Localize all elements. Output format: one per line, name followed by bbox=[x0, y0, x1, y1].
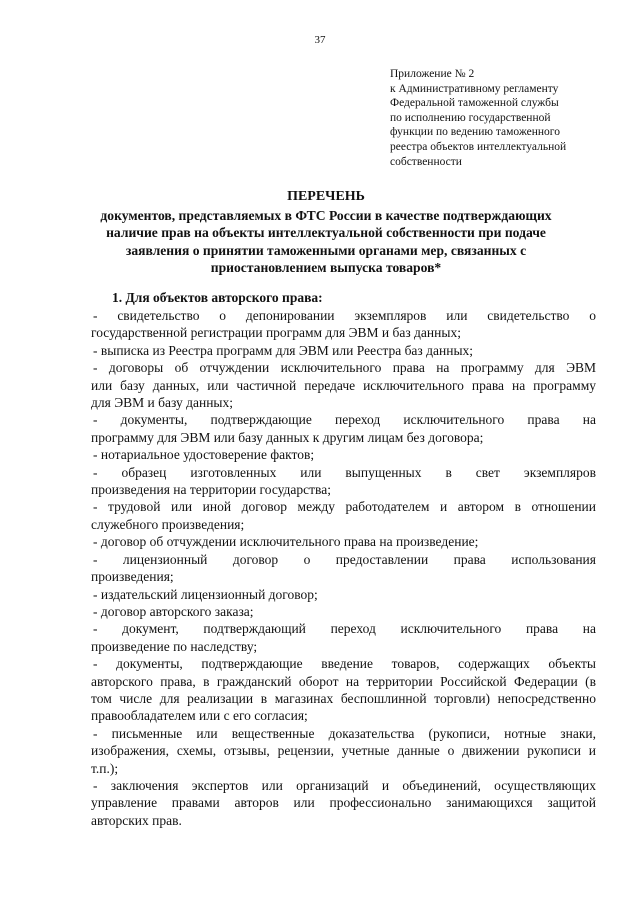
list-item-first-line: - договор авторского заказа; bbox=[93, 603, 254, 619]
appendix-line: функции по ведению таможенного bbox=[390, 126, 560, 139]
list-item bbox=[91, 777, 596, 829]
appendix-line: Федеральной таможенной службы bbox=[390, 97, 559, 110]
list-item-continuation-line: программу для ЭВМ или базу данных к другим лицам без договора; bbox=[91, 429, 484, 445]
list-item bbox=[91, 725, 596, 777]
document-title: ПЕРЕЧЕНЬ bbox=[287, 189, 365, 204]
list-item-first-line: - документ, подтверждающий переход исключительного права на bbox=[93, 621, 596, 637]
list-item-continuation-line: изображения, схемы, отзывы, рецензии, учетные данные о движении рукописи и bbox=[91, 743, 596, 759]
list-item-first-line: - трудовой или иной договор между работодателем и автором в отношении bbox=[93, 499, 596, 515]
appendix-line: Приложение № 2 bbox=[390, 68, 475, 80]
document-heading bbox=[70, 188, 582, 277]
list-item-first-line: - выписка из Реестра программ для ЭВМ или Реестра баз данных; bbox=[93, 342, 474, 358]
list-item bbox=[91, 446, 596, 463]
appendix-line: реестра объектов интеллектуальной bbox=[390, 140, 567, 153]
list-item bbox=[91, 533, 596, 550]
section-title: 1. Для объектов авторского права: bbox=[112, 290, 323, 305]
appendix-line: собственности bbox=[390, 155, 462, 168]
list-item bbox=[91, 411, 596, 446]
appendix-line: по исполнению государственной bbox=[390, 111, 551, 124]
list-item-first-line: - издательский лицензионный договор; bbox=[93, 586, 318, 602]
list-item bbox=[91, 342, 596, 359]
list-item bbox=[91, 464, 596, 499]
list-item bbox=[91, 620, 596, 655]
document-list bbox=[91, 307, 596, 829]
list-item bbox=[91, 603, 596, 620]
list-item-continuation-line: т.п.); bbox=[91, 760, 119, 776]
list-item-continuation-line: государственной регистрации программ для ЭВМ и баз данных; bbox=[91, 325, 461, 341]
list-item-first-line: - образец изготовленных или выпущенных в свет экземпляров bbox=[93, 464, 596, 480]
list-item-first-line: - письменные или вещественные доказательства (рукописи, нотные знаки, bbox=[93, 725, 596, 741]
list-item-continuation-line: произведения на территории государства; bbox=[91, 482, 331, 498]
list-item-first-line: - свидетельство о депонировании экземпляров или свидетельство о bbox=[93, 308, 596, 323]
list-item-continuation-line: для ЭВМ и базу данных; bbox=[91, 395, 234, 411]
list-item-continuation-line: или базу данных, или частичной передаче исключительного права на программу bbox=[91, 377, 596, 393]
list-item-continuation-line: управление правами авторов или профессионально занимающихся защитой bbox=[91, 795, 596, 811]
list-item-first-line: - заключения экспертов или организаций и объединений, осуществляющих bbox=[93, 777, 596, 793]
heading-line: заявления о принятии таможенными органами мер, связанных с bbox=[125, 242, 527, 258]
list-item-continuation-line: произведения; bbox=[91, 569, 174, 585]
list-item bbox=[91, 498, 596, 533]
appendix-reference bbox=[390, 67, 625, 169]
list-item-continuation-line: служебного произведения; bbox=[91, 516, 245, 532]
list-item-first-line: - документы, подтверждающие переход исключительного права на bbox=[93, 412, 596, 428]
list-item-first-line: - договор об отчуждении исключительного права на произведение; bbox=[93, 534, 479, 550]
list-item-continuation-line: авторских прав. bbox=[91, 812, 182, 828]
appendix-line: к Административному регламенту bbox=[390, 82, 559, 95]
list-item-continuation-line: правообладателем или с его согласия; bbox=[91, 708, 308, 724]
list-item-first-line: - нотариальное удостоверение фактов; bbox=[93, 447, 315, 463]
list-item-continuation-line: авторского права, в гражданский оборот на территории Российской Федерации (в bbox=[91, 673, 596, 689]
list-item-continuation-line: том числе для реализации в магазинах беспошлинной торговли) непосредственно bbox=[91, 690, 596, 706]
list-item bbox=[91, 551, 596, 586]
list-item bbox=[91, 307, 596, 342]
list-item-continuation-line: произведение по наследству; bbox=[91, 638, 258, 654]
document-body bbox=[91, 289, 596, 829]
list-item-first-line: - документы, подтверждающие введение товаров, содержащих объекты bbox=[93, 656, 596, 672]
list-item bbox=[91, 586, 596, 603]
list-item bbox=[91, 655, 596, 725]
heading-line: наличие прав на объекты интеллектуальной собственности при подаче bbox=[106, 225, 546, 240]
page-number: 37 bbox=[314, 34, 326, 46]
list-item-first-line: - договоры об отчуждении исключительного права на программу для ЭВМ bbox=[93, 360, 596, 376]
heading-line: документов, представляемых в ФТС России в качестве подтверждающих bbox=[100, 207, 552, 223]
list-item-first-line: - лицензионный договор о предоставлении права использования bbox=[93, 551, 596, 567]
list-item bbox=[91, 359, 596, 411]
heading-line: приостановлением выпуска товаров* bbox=[210, 260, 442, 275]
